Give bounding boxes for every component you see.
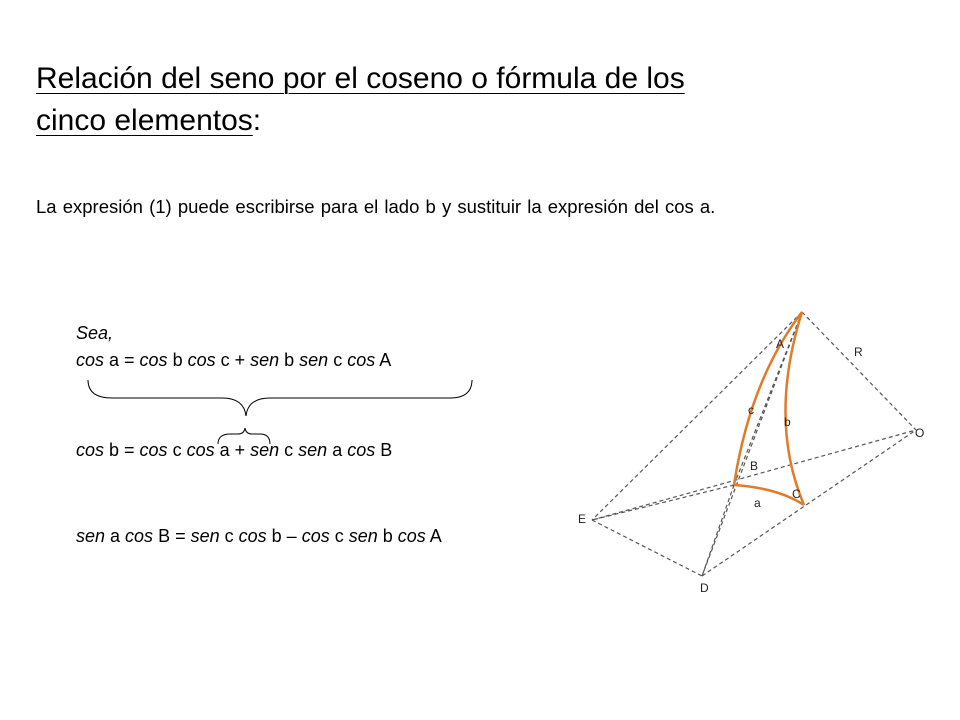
eq3-token: cos	[301, 526, 330, 546]
eq3-token: cos	[238, 526, 267, 546]
eq1-token: c +	[215, 350, 251, 370]
eq3-token: sen	[190, 526, 220, 546]
title-line-2: cinco elementos	[36, 104, 253, 137]
label-a: a	[754, 496, 761, 510]
label-c: c	[748, 403, 754, 417]
eq2-token: a +	[214, 440, 251, 460]
small-brace	[218, 428, 270, 444]
eq3-token: b –	[266, 526, 302, 546]
eq3-token: A	[425, 526, 442, 546]
label-E: E	[578, 512, 587, 526]
eq2-token: cos	[139, 440, 168, 460]
large-brace	[88, 380, 472, 416]
eq1-token: c	[328, 350, 348, 370]
title-line-1: Relación del seno por el coseno o fórmula de los	[36, 62, 685, 95]
eq1-token: b	[167, 350, 188, 370]
eq2-token: b =	[104, 440, 140, 460]
arc-b	[785, 312, 804, 505]
eq2-token: cos	[347, 440, 376, 460]
label-D: D	[700, 581, 709, 595]
eq2-token: a	[327, 440, 348, 460]
label-C: C	[792, 487, 801, 501]
label-B: B	[750, 459, 759, 473]
eq1-token: cos	[139, 350, 168, 370]
eq3-token: a	[105, 526, 126, 546]
eq1-token: cos	[76, 350, 105, 370]
label-b: b	[784, 415, 791, 429]
label-O: O	[915, 426, 925, 440]
eq1-token: cos	[187, 350, 216, 370]
eq2-token: sen	[298, 440, 328, 460]
eq3-token: B =	[153, 526, 191, 546]
label-R: R	[854, 345, 863, 359]
eq1-token: sen	[250, 350, 280, 370]
spherical-triangle-figure	[570, 300, 940, 600]
eq3-token: cos	[125, 526, 154, 546]
eq3-token: sen	[348, 526, 378, 546]
eq3-token: c	[219, 526, 239, 546]
dashed-construction-lines	[592, 312, 916, 576]
eq1-token: b	[279, 350, 300, 370]
eq3-token: b	[377, 526, 398, 546]
eq2-token: c	[167, 440, 187, 460]
eq2-token: cos	[76, 440, 105, 460]
eq2-token: cos	[186, 440, 215, 460]
eq1-token: a =	[104, 350, 140, 370]
eq1-token: A	[375, 350, 392, 370]
eq2-token: c	[279, 440, 299, 460]
eq2-token: sen	[250, 440, 280, 460]
spherical-arcs	[734, 312, 804, 505]
eq3-token: sen	[76, 526, 106, 546]
eq3-token: cos	[397, 526, 426, 546]
eq1-token: sen	[299, 350, 329, 370]
eq1-token: cos	[347, 350, 376, 370]
eq3-token: c	[329, 526, 349, 546]
eq2-token: B	[375, 440, 393, 460]
label-A: A	[776, 337, 785, 351]
sea-label: Sea,	[76, 323, 114, 343]
title-colon: :	[252, 104, 262, 137]
intro-text: La expresión (1) puede escribirse para el lado b y sustituir la expresión del cos a.	[36, 196, 716, 217]
